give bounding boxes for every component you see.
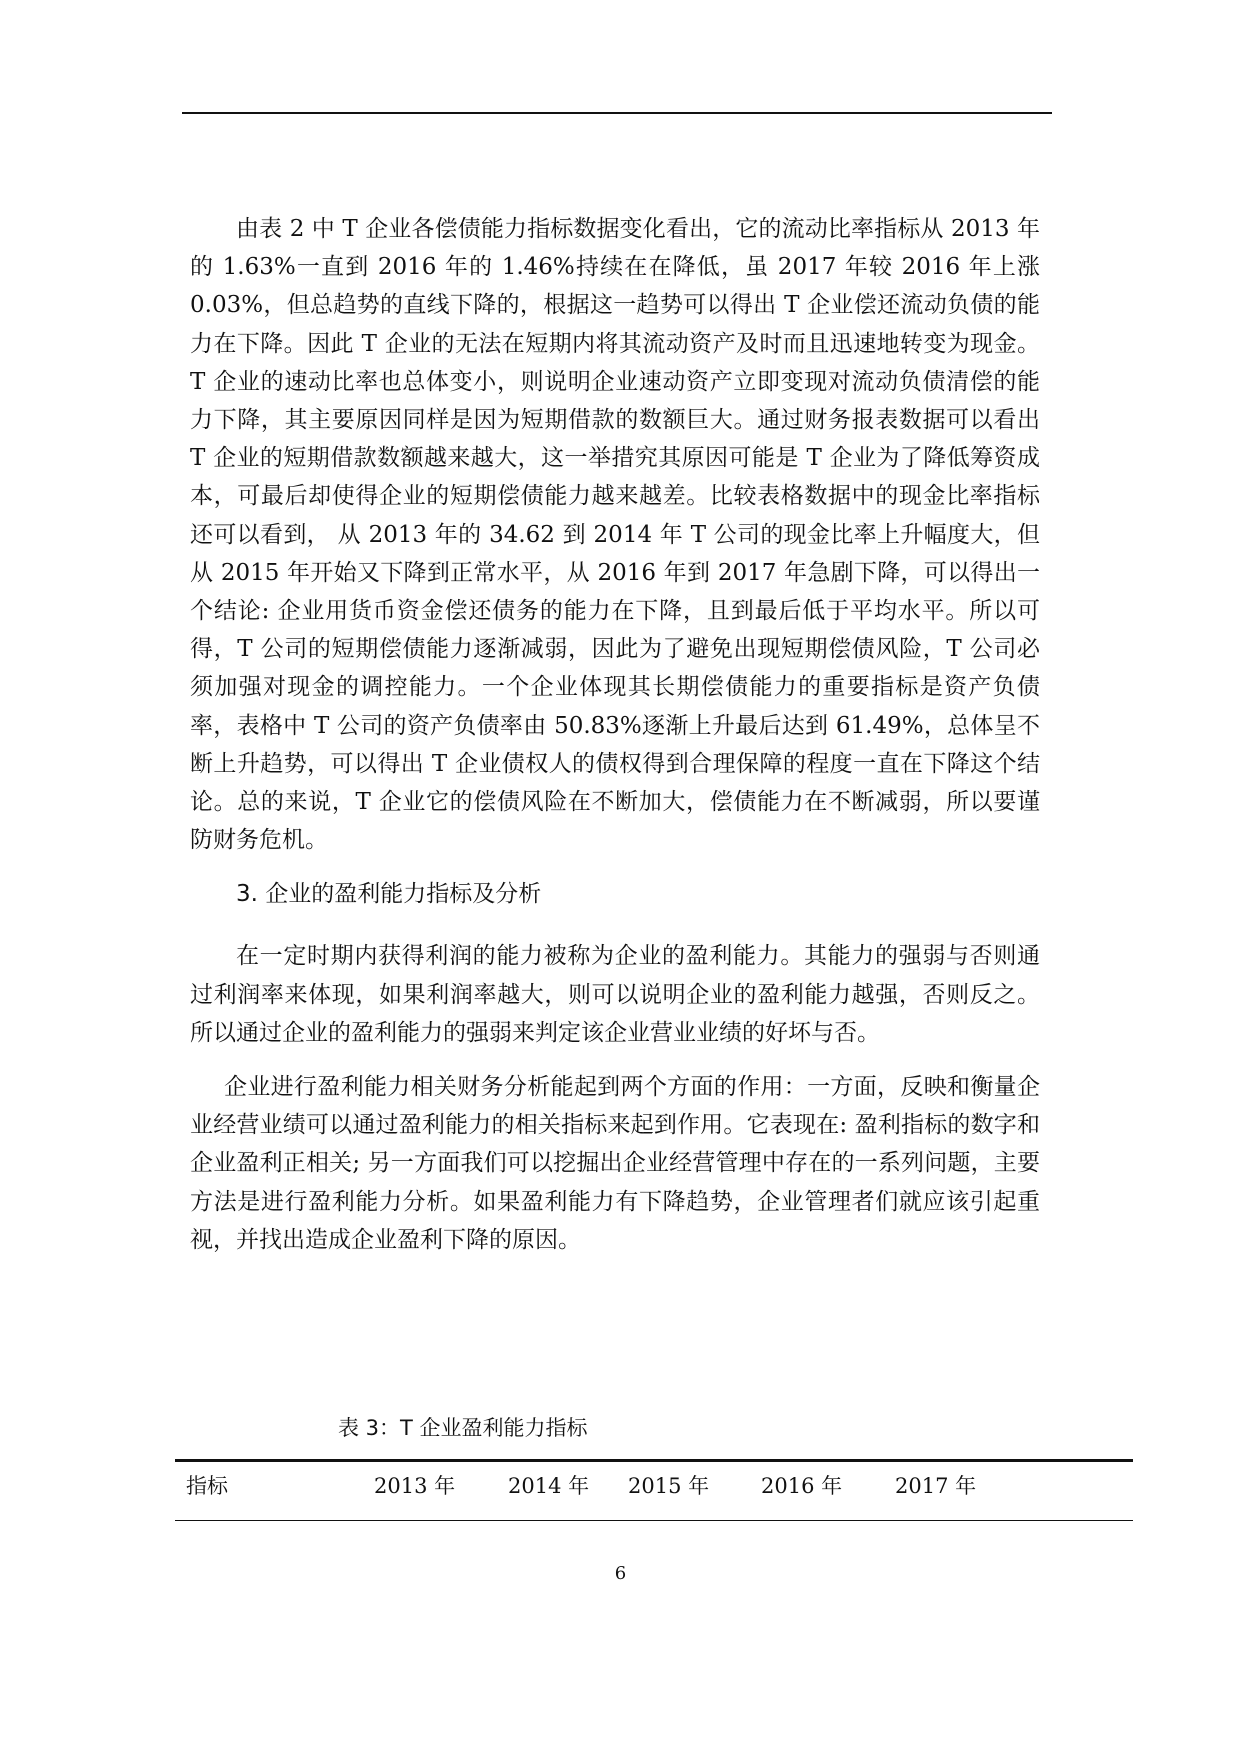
table-header-cell: 2017 年	[895, 1474, 977, 1498]
table-header-cell: 2014 年	[508, 1474, 590, 1498]
header-rule	[182, 112, 1052, 114]
table-header-cell: 2013 年	[374, 1474, 456, 1498]
table-header-row	[175, 1470, 1133, 1506]
paragraph-profitability-definition: 在一定时期内获得利润的能力被称为企业的盈利能力。其能力的强弱与否则通过利润率来体现，如果利润率越大，则可以说明企业的盈利能力越强，否则反之。所以通过企业的盈利能力的强弱来判定该企业营业业绩的好坏与否。	[190, 943, 1040, 1046]
table-header-cell: 2015 年	[628, 1474, 710, 1498]
main-content	[190, 210, 1040, 1259]
table-caption: 表 3：T 企业盈利能力指标	[338, 1416, 588, 1440]
page-number: 6	[614, 1563, 627, 1584]
section-heading: 3. 企业的盈利能力指标及分析	[236, 881, 542, 908]
table-header-cell: 指标	[186, 1474, 228, 1498]
paragraph-profitability-role: 企业进行盈利能力相关财务分析能起到两个方面的作用：一方面，反映和衡量企业经营业绩可以通过盈利能力的相关指标来起到作用。它表现在: 盈利指标的数字和企业盈利正相关; 另一方面我们可以挖掘出企业经营管理中存在的一系列问题，主要方法是进行盈利能力分析。如果盈利能力有下降趋势，企业管理者们就应该引起重视，并找出造成企业盈利下降的原因。	[190, 1074, 1040, 1253]
table-top-rule	[175, 1459, 1133, 1462]
paragraph-solvency-analysis: 由表 2 中 T 企业各偿债能力指标数据变化看出，它的流动比率指标从 2013 年的 1.63%一直到 2016 年的 1.46%持续在在降低，虽 2017 年较 2016 年上涨 0.03%，但总趋势的直线下降的，根据这一趋势可以得出 T 企业偿还流动负债的能力在下降。因此 T 企业的无法在短期内将其流动资产及时而且迅速地转变为现金。T 企业的速动比率也总体变小，则说明企业速动资产立即变现对流动负债清偿的能力下降，其主要原因同样是因为短期借款的数额巨大。通过财务报表数据可以看出 T 企业的短期借款数额越来越大，这一举措究其原因可能是 T 企业为了降低筹资成本，可最后却使得企业的短期偿债能力越来越差。比较表格数据中的现金比率指标还可以看到， 从 2013 年的 34.62 到 2014 年 T 公司的现金比率上升幅度大，但从 2015 年开始又下降到正常水平，从 2016 年到 2017 年急剧下降，可以得出一个结论: 企业用货币资金偿还债务的能力在下降，且到最后低于平均水平。所以可得，T 公司的短期偿债能力逐渐减弱，因此为了避免出现短期偿债风险，T 公司必须加强对现金的调控能力。一个企业体现其长期偿债能力的重要指标是资产负债率，表格中 T 公司的资产负债率由 50.83%逐渐上升最后达到 61.49%，总体呈不断上升趋势，可以得出 T 企业债权人的债权得到合理保障的程度一直在下降这个结论。总的来说，T 企业它的偿债风险在不断加大，偿债能力在不断减弱，所以要谨防财务危机。	[190, 216, 1040, 854]
table-header-cell: 2016 年	[761, 1474, 843, 1498]
table-header-rule	[175, 1520, 1133, 1521]
